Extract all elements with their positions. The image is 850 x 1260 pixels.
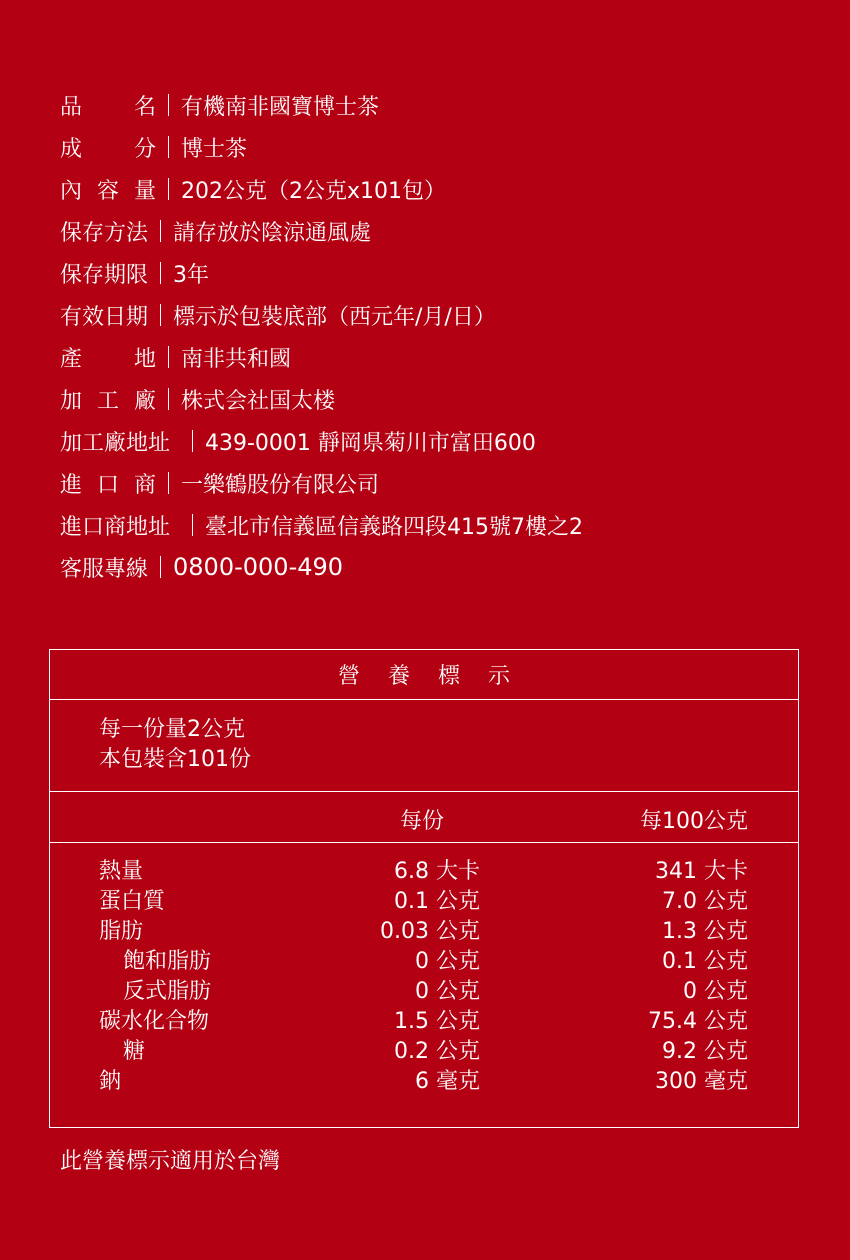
info-label bbox=[60, 384, 156, 415]
nutrient-per-100g: 0 公克 bbox=[683, 979, 748, 1004]
nutrient-row bbox=[50, 1067, 798, 1097]
info-value: 博士茶 bbox=[181, 136, 248, 162]
nutrient-per-serving: 0.1 公克 bbox=[394, 889, 480, 914]
info-row-manufacturer-address bbox=[60, 420, 800, 462]
info-value: 一樂鶴股份有限公司 bbox=[181, 472, 380, 498]
nutrient-per-serving: 0.03 公克 bbox=[380, 919, 480, 944]
nutrient-name: 脂肪 bbox=[99, 919, 144, 944]
nutrient-name: 鈉 bbox=[99, 1069, 122, 1094]
info-label: 進口商地址 bbox=[60, 514, 171, 540]
nutrient-per-serving: 1.5 公克 bbox=[394, 1009, 480, 1034]
info-value: 南非共和國 bbox=[181, 346, 292, 372]
nutrition-facts-table bbox=[49, 649, 799, 1128]
divider bbox=[160, 220, 161, 242]
label-char: 商 bbox=[133, 472, 156, 498]
info-row-manufacturer bbox=[60, 378, 800, 420]
info-value: 0800-000-490 bbox=[173, 553, 344, 581]
label-char: 產 bbox=[60, 346, 83, 372]
label-char: 地 bbox=[133, 346, 156, 372]
nutrient-rows bbox=[50, 843, 798, 1097]
nutrient-row bbox=[50, 1007, 798, 1037]
label-char: 品 bbox=[60, 94, 83, 120]
info-row-expiry bbox=[60, 294, 800, 336]
info-value: 有機南非國寶博士茶 bbox=[181, 94, 380, 120]
divider bbox=[160, 262, 161, 284]
info-label bbox=[60, 342, 156, 373]
nutrient-per-serving: 0 公克 bbox=[415, 949, 480, 974]
info-row-importer bbox=[60, 462, 800, 504]
col-per-serving: 每份 bbox=[400, 809, 445, 834]
nutrient-per-serving: 0 公克 bbox=[415, 979, 480, 1004]
label-char: 工 bbox=[96, 388, 119, 414]
info-label: 保存期限 bbox=[60, 262, 149, 288]
nutrient-row bbox=[50, 857, 798, 887]
divider bbox=[168, 346, 169, 368]
label-char: 進 bbox=[60, 472, 83, 498]
info-value: 株式会社国太楼 bbox=[181, 388, 336, 414]
nutrient-per-serving: 6 毫克 bbox=[415, 1069, 480, 1094]
nutrient-name: 飽和脂肪 bbox=[123, 949, 212, 974]
info-row-ingredients bbox=[60, 126, 800, 168]
nutrient-name: 碳水化合物 bbox=[99, 1009, 210, 1034]
info-label bbox=[60, 468, 156, 499]
nutrient-name: 反式脂肪 bbox=[123, 979, 212, 1004]
divider bbox=[192, 430, 193, 452]
info-label: 加工廠地址 bbox=[60, 430, 171, 456]
column-header bbox=[50, 792, 798, 843]
info-row-shelf-life bbox=[60, 252, 800, 294]
serving-info bbox=[50, 700, 798, 792]
label-char: 分 bbox=[133, 136, 156, 162]
label-char: 量 bbox=[133, 178, 156, 204]
info-value: 202公克（2公克x101包） bbox=[181, 178, 446, 204]
label-char: 名 bbox=[133, 94, 156, 120]
info-value: 請存放於陰涼通風處 bbox=[173, 220, 372, 246]
info-row-storage bbox=[60, 210, 800, 252]
nutrient-per-100g: 341 大卡 bbox=[655, 859, 748, 884]
nutrient-per-serving: 6.8 大卡 bbox=[394, 859, 480, 884]
nutrient-per-serving: 0.2 公克 bbox=[394, 1039, 480, 1064]
label-char: 口 bbox=[96, 472, 119, 498]
label-char: 內 bbox=[60, 178, 83, 204]
nutrient-per-100g: 75.4 公克 bbox=[648, 1009, 748, 1034]
divider bbox=[168, 136, 169, 158]
nutrient-row bbox=[50, 887, 798, 917]
nutrient-per-100g: 9.2 公克 bbox=[662, 1039, 748, 1064]
info-row-hotline bbox=[60, 546, 800, 588]
serving-size: 每一份量2公克 bbox=[99, 717, 245, 742]
col-per-100g: 每100公克 bbox=[640, 809, 748, 834]
nutrient-row bbox=[50, 917, 798, 947]
nutrient-per-100g: 300 毫克 bbox=[655, 1069, 748, 1094]
info-row-net-content bbox=[60, 168, 800, 210]
info-label: 客服專線 bbox=[60, 556, 149, 582]
info-label bbox=[60, 90, 156, 121]
divider bbox=[192, 514, 193, 536]
divider bbox=[168, 178, 169, 200]
info-value: 臺北市信義區信義路四段415號7樓之2 bbox=[205, 514, 583, 540]
nutrient-per-100g: 0.1 公克 bbox=[662, 949, 748, 974]
servings-per-pack: 本包裝含101份 bbox=[99, 747, 251, 772]
divider bbox=[168, 472, 169, 494]
product-info-list bbox=[60, 84, 800, 588]
divider bbox=[168, 94, 169, 116]
nutrient-name: 糖 bbox=[123, 1039, 146, 1064]
label-char: 廠 bbox=[133, 388, 156, 414]
label-char: 容 bbox=[96, 178, 119, 204]
info-label bbox=[60, 132, 156, 163]
info-value: 標示於包裝底部（西元年/月/日） bbox=[173, 304, 496, 330]
nutrient-name: 蛋白質 bbox=[99, 889, 166, 914]
label-char: 成 bbox=[60, 136, 83, 162]
info-label: 保存方法 bbox=[60, 220, 149, 246]
nutrient-name: 熱量 bbox=[99, 859, 144, 884]
nutrient-row bbox=[50, 977, 798, 1007]
nutrient-per-100g: 1.3 公克 bbox=[662, 919, 748, 944]
divider bbox=[168, 388, 169, 410]
nutrient-row bbox=[50, 947, 798, 977]
info-value: 3年 bbox=[173, 262, 210, 288]
info-value: 439-0001 靜岡県菊川市富田600 bbox=[205, 430, 536, 456]
nutrition-title: 營養標示 bbox=[50, 650, 798, 700]
nutrient-per-100g: 7.0 公克 bbox=[662, 889, 748, 914]
info-label bbox=[60, 174, 156, 205]
divider bbox=[160, 556, 161, 578]
nutrient-row bbox=[50, 1037, 798, 1067]
info-row-importer-address bbox=[60, 504, 800, 546]
label-char: 加 bbox=[60, 388, 83, 414]
info-row-origin bbox=[60, 336, 800, 378]
info-label: 有效日期 bbox=[60, 304, 149, 330]
divider bbox=[160, 304, 161, 326]
footnote: 此營養標示適用於台灣 bbox=[60, 1149, 281, 1174]
info-row-product-name bbox=[60, 84, 800, 126]
